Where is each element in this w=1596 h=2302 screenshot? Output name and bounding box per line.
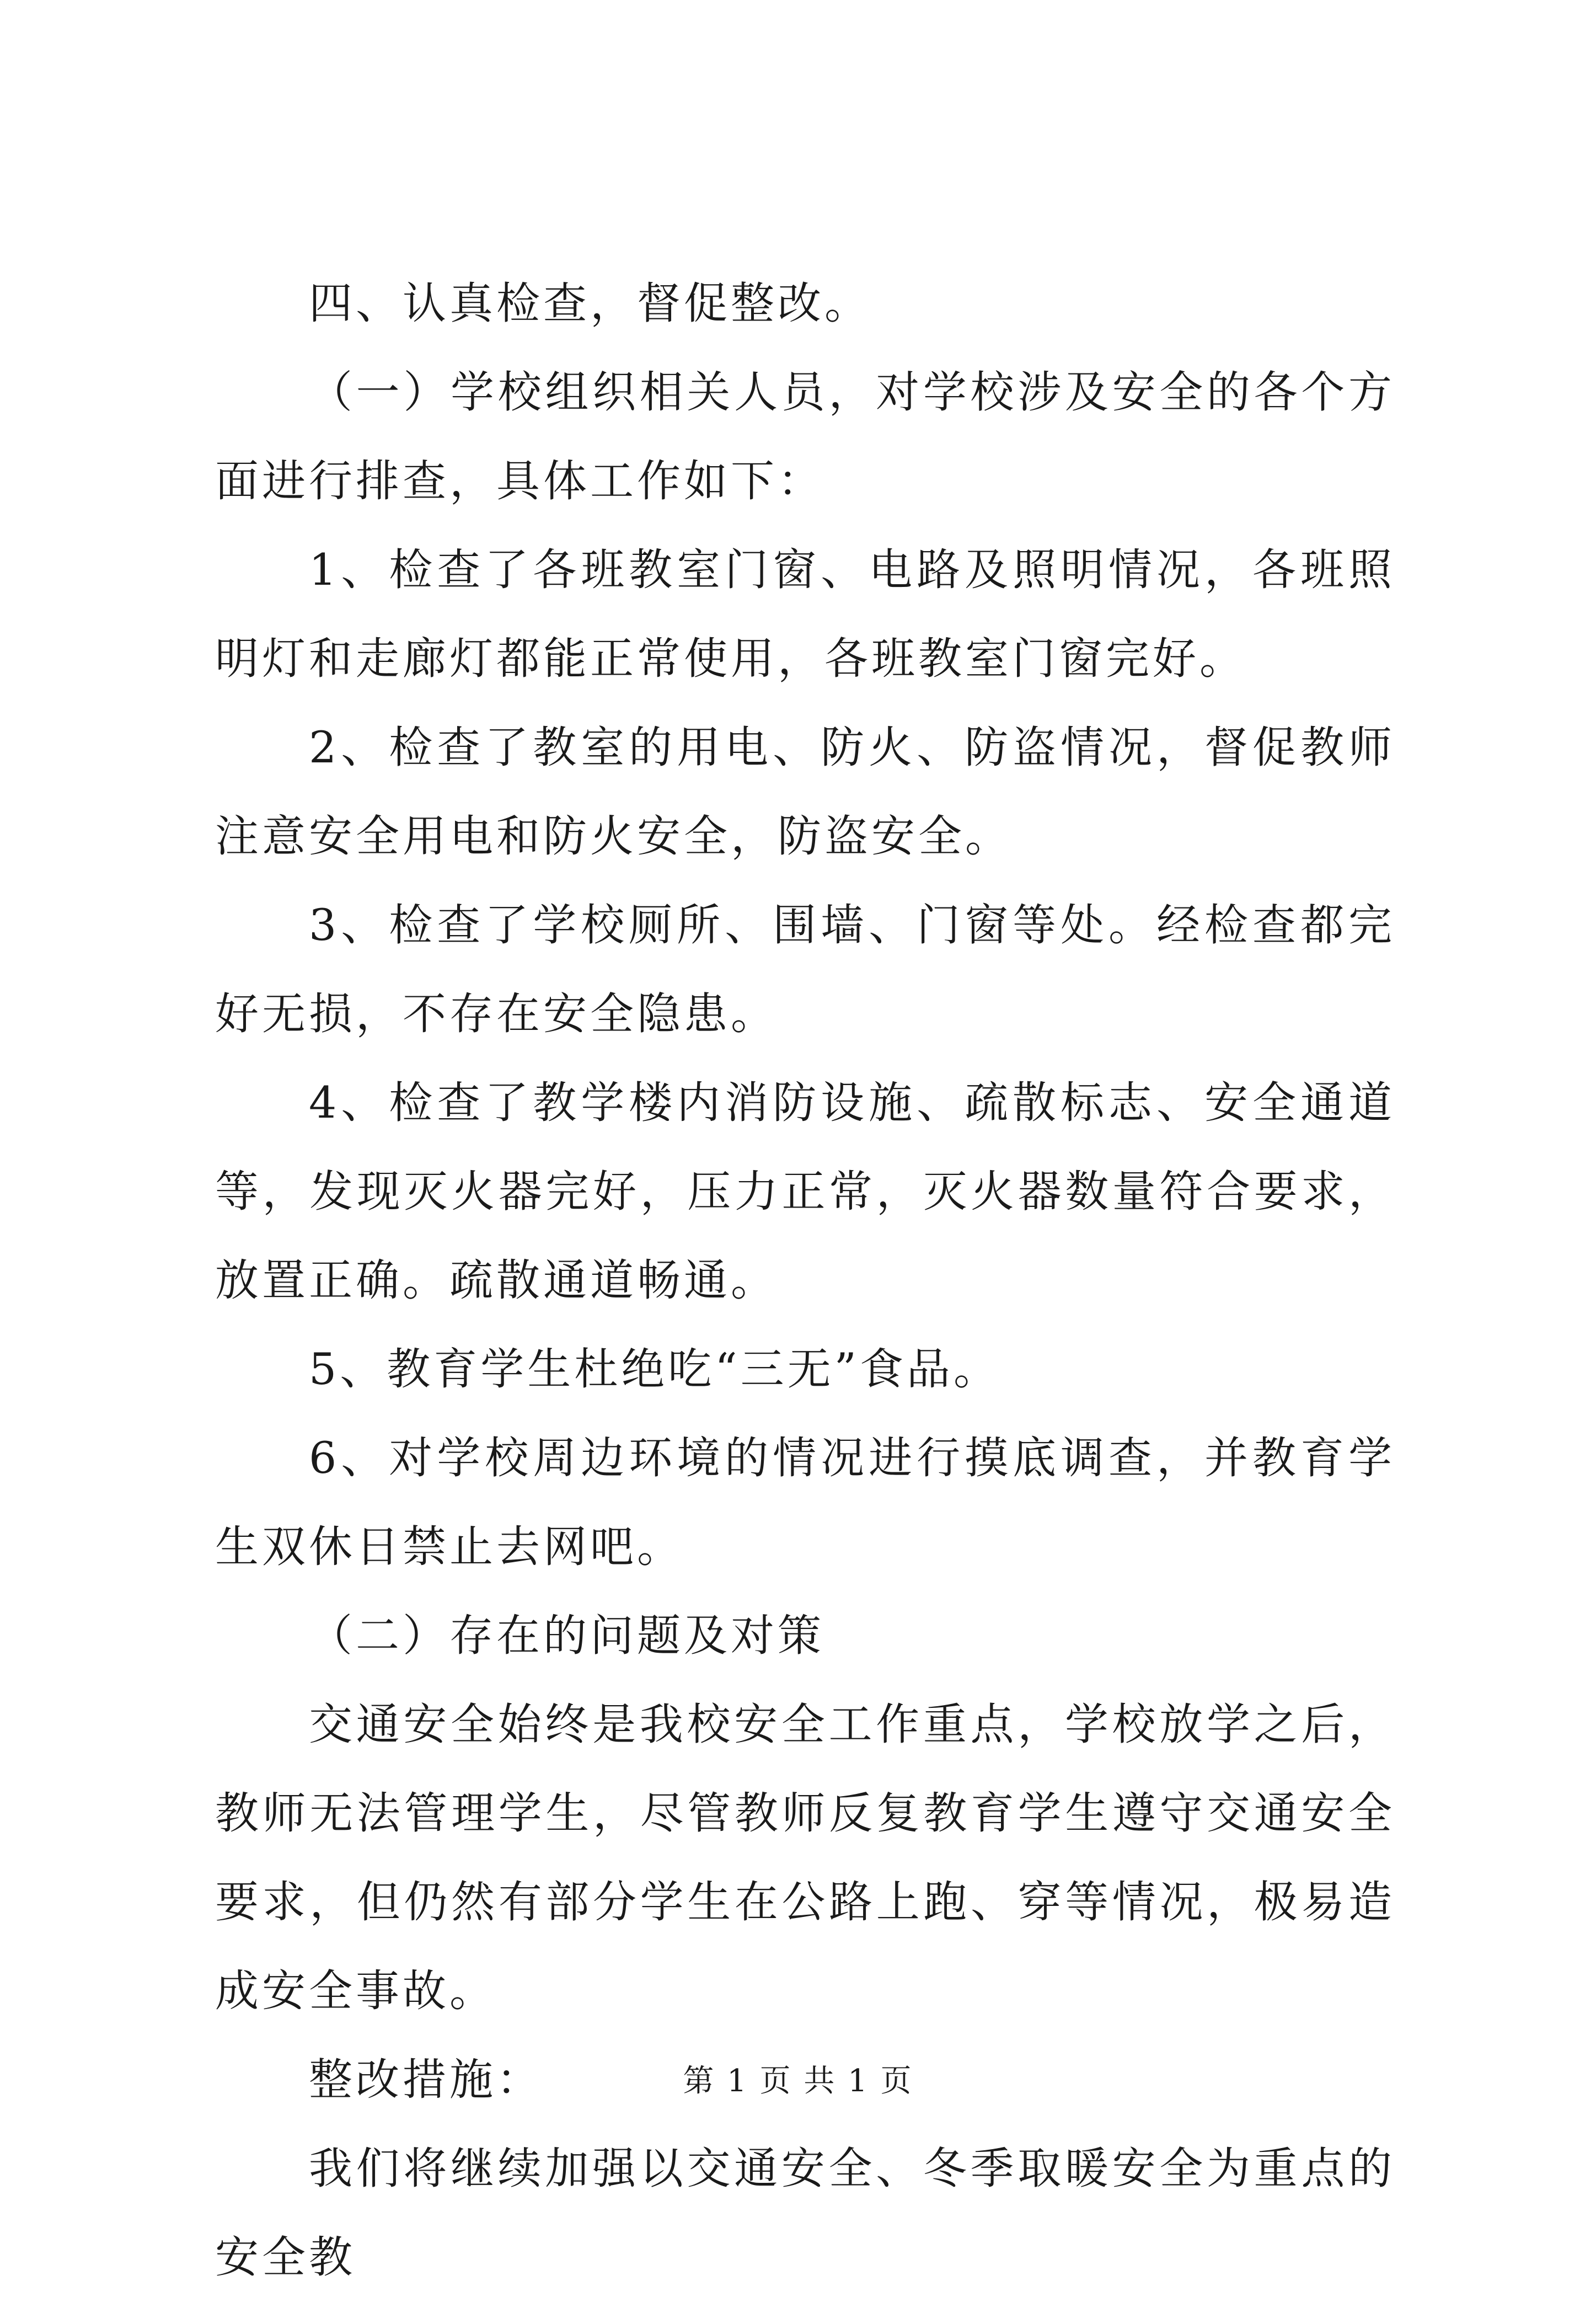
subsection-heading-1: （一）学校组织相关人员，对学校涉及安全的各个方面进行排查，具体工作如下： bbox=[215, 367, 1395, 506]
list-item-2: 2、检查了教室的用电、防火、防盗情况，督促教师注意安全用电和防火安全，防盗安全。 bbox=[215, 722, 1395, 862]
list-item-4: 4、检查了教学楼内消防设施、疏散标志、安全通道等，发现灭火器完好，压力正常，灭火器数量符合要求，放置正确。疏散通道畅通。 bbox=[215, 1077, 1395, 1306]
section-heading: 四、认真检查，督促整改。 bbox=[309, 278, 871, 329]
list-item-5: 5、教育学生杜绝吃“三无”食品。 bbox=[309, 1344, 1001, 1395]
list-item-1: 1、检查了各班教室门窗、电路及照明情况，各班照明灯和走廊灯都能正常使用，各班教室门窗完好。 bbox=[215, 544, 1395, 684]
body-paragraph-measures: 我们将继续加强以交通安全、冬季取暖安全为重点的安全教 bbox=[215, 2143, 1395, 2283]
list-item-3: 3、检查了学校厕所、围墙、门窗等处。经检查都完好无损，不存在安全隐患。 bbox=[215, 900, 1395, 1039]
rectification-heading: 整改措施： bbox=[309, 2054, 543, 2105]
body-paragraph-traffic: 交通安全始终是我校安全工作重点，学校放学之后，教师无法管理学生，尽管教师反复教育学生遵守交通安全要求，但仍然有部分学生在公路上跑、穿等情况，极易造成安全事故。 bbox=[215, 1699, 1395, 2016]
page-footer: 第 1 页 共 1 页 bbox=[683, 2063, 913, 2099]
document-body bbox=[215, 259, 1395, 2302]
subsection-heading-2: （二）存在的问题及对策 bbox=[309, 1610, 824, 1661]
list-item-6: 6、对学校周边环境的情况进行摸底调查，并教育学生双休日禁止去网吧。 bbox=[215, 1433, 1395, 1572]
